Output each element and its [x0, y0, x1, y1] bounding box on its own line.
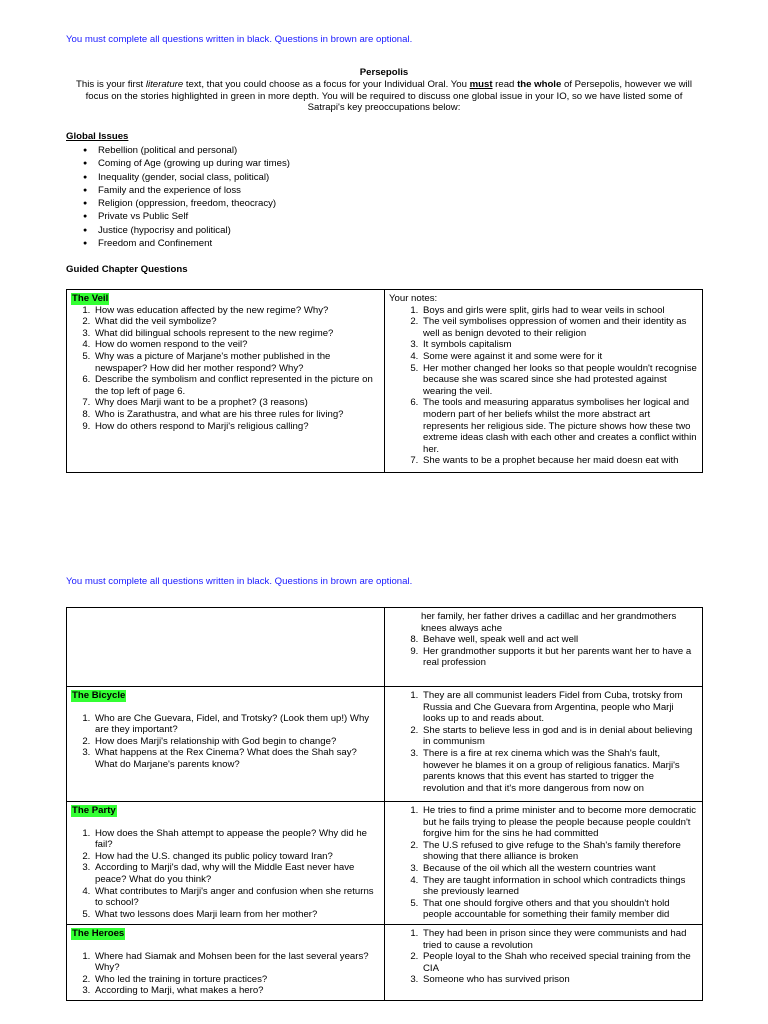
- question-item: 3. What did bilingual schools represent to the new regime?: [93, 328, 380, 340]
- chapter-title-party: The Party: [72, 805, 116, 816]
- global-issue-item: ● Coming of Age (growing up during war times): [98, 157, 290, 170]
- chapter-title-veil: The Veil: [72, 293, 109, 304]
- global-issue-item: ● Freedom and Confinement: [98, 237, 290, 250]
- question-item: 6. Describe the symbolism and conflict represented in the picture on the top left of page 6.: [93, 374, 380, 397]
- note-item: 5. Her mother changed her looks so that people wouldn't recognise because she was scared since she had protested against wearing the veil.: [421, 363, 698, 398]
- question-item: 1. Who are Che Guevara, Fidel, and Trotsky? (Look them up!) Why are they important?: [93, 713, 380, 736]
- table-row: [67, 290, 703, 473]
- question-item: 2. How had the U.S. changed its public policy toward Iran?: [93, 851, 380, 863]
- question-item: 3. What happens at the Rex Cinema? What does the Shah say? What do Marjane's parents know?: [93, 747, 380, 770]
- note-item: 1. They had been in prison since they were communists and had tried to cause a revolution: [421, 928, 698, 951]
- question-item: 1. How was education affected by the new regime? Why?: [93, 305, 380, 317]
- note-item: 4. Some were against it and some were for it: [421, 351, 698, 363]
- note-item: 1. They are all communist leaders Fidel from Cuba, trotsky from Russia and Che Guevara from Argentina, people who Marji looks up to and reads about.: [421, 690, 698, 725]
- global-issues-list: [66, 144, 290, 250]
- note-item: 2. The veil symbolises oppression of women and their identity as well as benign devoted to their religion: [421, 316, 698, 339]
- heroes-notes: [389, 928, 698, 986]
- intro-the-whole: the whole: [517, 79, 562, 90]
- note-continuation: her family, her father drives a cadillac and her grandmothers knees always ache: [421, 611, 677, 634]
- question-item: 4. How do women respond to the veil?: [93, 339, 380, 351]
- global-issue-item: ● Justice (hypocrisy and political): [98, 224, 290, 237]
- question-item: 5. Why was a picture of Marjane's mother published in the newspaper? How did her mother respond? Why?: [93, 351, 380, 374]
- heroes-notes-cell: [385, 924, 703, 1000]
- note-item: 3. Someone who has survived prison: [421, 974, 698, 986]
- instructions-notice: You must complete all questions written in black. Questions in brown are optional.: [66, 576, 413, 587]
- heroes-questions-cell: [67, 924, 385, 1000]
- global-issue-item: ● Private vs Public Self: [98, 210, 290, 223]
- intro-text: This is your first: [76, 79, 146, 90]
- global-issues-heading: Global Issues: [66, 131, 129, 142]
- empty-cell: [67, 608, 385, 687]
- question-item: 4. What contributes to Marji's anger and confusion when she returns to school?: [93, 886, 380, 909]
- veil-notes-cell: [385, 290, 703, 473]
- veil-notes-more: [389, 634, 698, 669]
- party-notes-cell: [385, 802, 703, 925]
- chapter-title-heroes: The Heroes: [72, 927, 125, 939]
- question-item: 8. Who is Zarathustra, and what are his three rules for living?: [93, 409, 380, 421]
- intro-must: must: [469, 79, 493, 90]
- instructions-notice: You must complete all questions written in black. Questions in brown are optional.: [66, 34, 413, 45]
- party-notes: [389, 805, 698, 921]
- bicycle-notes: [389, 690, 698, 794]
- note-item: 4. They are taught information in school which contradicts things she previously learned: [421, 875, 698, 898]
- party-questions: [71, 828, 380, 921]
- question-item: 1. Where had Siamak and Mohsen been for the last several years? Why?: [93, 951, 380, 974]
- guided-questions-heading: Guided Chapter Questions: [66, 264, 188, 275]
- note-item: 1. Boys and girls were split, girls had to wear veils in school: [421, 305, 698, 317]
- table-row: [67, 687, 703, 802]
- document-title: Persepolis: [359, 67, 409, 78]
- note-item: 6. The tools and measuring apparatus symbolises her logical and modern part of her beliefs whilst the more abstract art represents her religious side. The picture shows how these two extreme ideas clash with each other and creates a conflict within her.: [421, 397, 698, 455]
- intro-text: of Persepolis, however we will focus on the stories highlighted in green in more depth. You will be required to discuss one global issue in your IO, so we have listed some of Satrapi's key preoccupations below:: [85, 79, 692, 114]
- note-item: 2. She starts to believe less in god and is in denial about believing in communism: [421, 725, 698, 748]
- global-issue-item: ● Rebellion (political and personal): [98, 144, 290, 157]
- note-item: 3. It symbols capitalism: [421, 339, 698, 351]
- bicycle-notes-cell: [385, 687, 703, 802]
- veil-questions-cell: [67, 290, 385, 473]
- question-item: 1. How does the Shah attempt to appease the people? Why did he fail?: [93, 828, 380, 851]
- global-issue-item: ● Inequality (gender, social class, political): [98, 171, 290, 184]
- questions-table-page2: [66, 607, 703, 1001]
- note-item: 2. The U.S refused to give refuge to the Shah's family therefore showing that there alliance is broken: [421, 840, 698, 863]
- bicycle-questions: [71, 713, 380, 771]
- intro-paragraph: [66, 79, 702, 114]
- note-item: 5. That one should forgive others and that you shouldn't hold people accountable for something their family member did: [421, 898, 698, 921]
- note-item: 3. There is a fire at rex cinema which was the Shah's fault, however he blames it on a group of religious fanatics. Marji's parents knows that this event has started to trigger the revolution and that it's more dangerous from now on: [421, 748, 698, 794]
- question-item: 7. Why does Marji want to be a prophet? (3 reasons): [93, 397, 380, 409]
- chapter-title-bicycle: The Bicycle: [72, 690, 126, 701]
- note-item: 3. Because of the oil which all the western countries want: [421, 863, 698, 875]
- table-row: [67, 608, 703, 687]
- heroes-questions: [71, 951, 380, 997]
- notes-label: Your notes:: [389, 293, 438, 304]
- note-item: 1. He tries to find a prime minister and to become more democratic but he fails trying to please the people because people couldn't forgive him for the sins he had committed: [421, 805, 698, 840]
- intro-text: text, that you could choose as a focus for your Individual Oral. You: [183, 79, 470, 90]
- intro-literature: literature: [145, 79, 184, 90]
- note-item: 8. Behave well, speak well and act well: [421, 634, 698, 646]
- intro-text: read: [492, 79, 518, 90]
- table-row: [67, 924, 703, 1000]
- veil-notes: [389, 305, 698, 467]
- global-issue-item: ● Religion (oppression, freedom, theocracy): [98, 197, 290, 210]
- note-item: 2. People loyal to the Shah who received special training from the CIA: [421, 951, 698, 974]
- veil-questions: [71, 305, 380, 433]
- question-item: 3. According to Marji, what makes a hero?: [93, 985, 380, 997]
- question-item: 5. What two lessons does Marji learn from her mother?: [93, 909, 380, 921]
- questions-table-page1: [66, 289, 703, 473]
- question-item: 2. What did the veil symbolize?: [93, 316, 380, 328]
- note-item: 7. She wants to be a prophet because her maid doesn eat with: [421, 455, 698, 467]
- table-row: [67, 802, 703, 925]
- question-item: 2. How does Marji's relationship with God begin to change?: [93, 736, 380, 748]
- bicycle-questions-cell: [67, 687, 385, 802]
- question-item: 3. According to Marji's dad, why will the Middle East never have peace? What do you think?: [93, 862, 380, 885]
- veil-notes-continued-cell: [385, 608, 703, 687]
- party-questions-cell: [67, 802, 385, 925]
- question-item: 2. Who led the training in torture practices?: [93, 974, 380, 986]
- question-item: 9. How do others respond to Marji's religious calling?: [93, 421, 380, 433]
- global-issue-item: ● Family and the experience of loss: [98, 184, 290, 197]
- note-item: 9. Her grandmother supports it but her parents want her to have a real profession: [421, 646, 698, 669]
